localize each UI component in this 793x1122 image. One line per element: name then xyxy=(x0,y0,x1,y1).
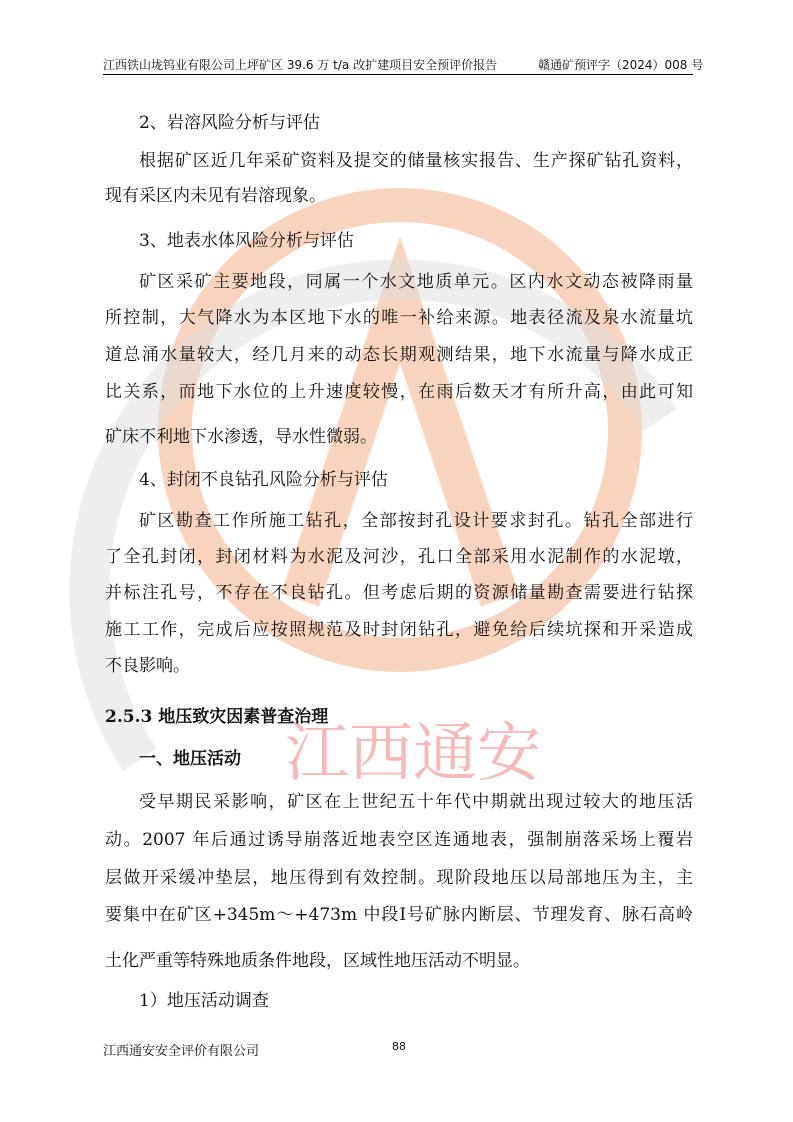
text-line: 3、地表水体风险分析与评估 xyxy=(139,231,354,251)
text-line: 施工工作，完成后应按照规范及时封闭钻孔，避免给后续坑探和开采造成 xyxy=(105,620,693,640)
header-rule xyxy=(103,74,693,75)
text-line: 1）地压活动调查 xyxy=(139,991,269,1011)
text-line: 所控制，大气降水为本区地下水的唯一补给来源。地表径流及泉水流量坑 xyxy=(105,308,693,328)
text-line: 现有采区内未见有岩溶现象。 xyxy=(105,186,326,206)
header-title: 江西铁山垅钨业有限公司上坪矿区 39.6 万 t/a 改扩建项目安全预评价报告 xyxy=(103,58,498,72)
text-line: 动。2007 年后通过诱导崩落近地表空区连通地表，强制崩落采场上覆岩 xyxy=(105,830,693,850)
text-line: 层做开采缓冲垫层，地压得到有效控制。现阶段地压以局部地压为主，主 xyxy=(105,868,693,888)
text-line: 2、岩溶风险分析与评估 xyxy=(139,113,320,133)
text-line: 并标注孔号，不存在不良钻孔。但考虑后期的资源储量勘查需要进行钻探 xyxy=(105,583,693,603)
text-line: 要集中在矿区+345m～+473m 中段Ⅰ号矿脉内断层、节理发育、脉石高岭 xyxy=(105,905,693,925)
text-line: 4、封闭不良钻孔风险分析与评估 xyxy=(139,470,388,490)
footer-company: 江西通安安全评价有限公司 xyxy=(103,1044,260,1059)
text-line: 道总涌水量较大，经几月来的动态长期观测结果，地下水流量与降水成正 xyxy=(105,345,693,365)
section-heading: 2.5.3 地压致灾因素普查治理 xyxy=(105,707,329,727)
text-line: 比关系，而地下水位的上升速度较慢，在雨后数天才有所升高，由此可知 xyxy=(105,382,693,402)
section-heading: 一、地压活动 xyxy=(139,749,241,769)
text-line: 矿区采矿主要地段，同属一个水文地质单元。区内水文动态被降雨量 xyxy=(139,272,693,292)
text-line: 矿床不利地下水渗透，导水性微弱。 xyxy=(105,427,377,447)
text-line: 根据矿区近几年采矿资料及提交的储量核实报告、生产探矿钻孔资料， xyxy=(139,151,693,171)
text-line: 受早期民采影响，矿区在上世纪五十年代中期就出现过较大的地压活 xyxy=(139,792,693,812)
header-doc-number: 赣通矿预评字（2024）008 号 xyxy=(538,58,704,72)
text-line: 土化严重等特殊地质条件地段，区域性地压活动不明显。 xyxy=(105,951,530,971)
text-line: 不良影响。 xyxy=(105,656,190,676)
page-number: 88 xyxy=(392,1040,406,1053)
text-line: 矿区勘查工作所施工钻孔，全部按封孔设计要求封孔。钻孔全部进行 xyxy=(139,511,693,531)
watermark-text: 江西通安 xyxy=(285,717,541,791)
text-line: 了全孔封闭，封闭材料为水泥及河沙，孔口全部采用水泥制作的水泥墩， xyxy=(105,547,693,567)
